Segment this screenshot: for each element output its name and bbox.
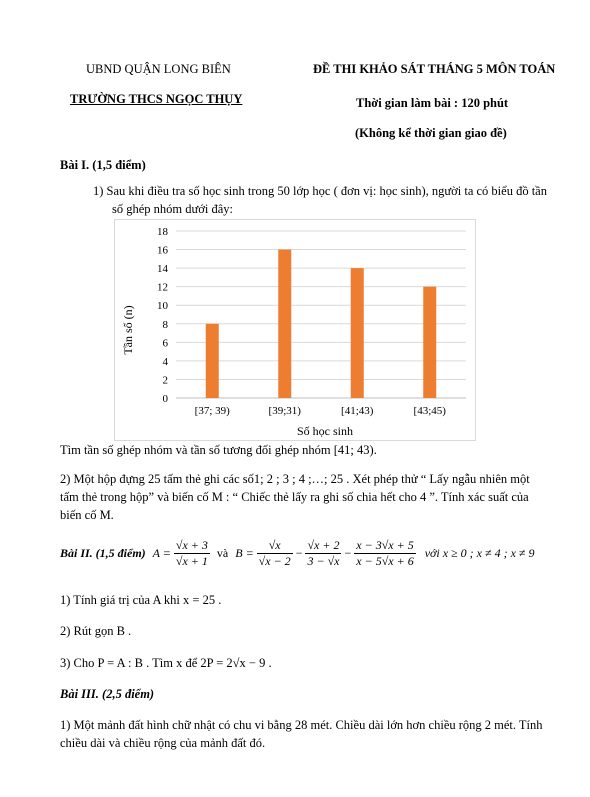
question-2-3: 3) Cho P = A : B . Tìm x để 2P = 2√x − 9 . [60,656,272,670]
y-tick-label: 6 [162,337,168,350]
x-axis-label: Số học sinh [296,424,354,438]
expr-B-term3-numerator: x − 3√x + 5 [356,538,414,552]
question-1-1-line2: số ghép nhóm dưới đây: [112,202,234,216]
expr-A-numerator: √x + 3 [175,538,208,552]
bar [351,268,364,398]
bar [206,324,219,398]
question-2-2: 2) Rút gọn B . [60,624,132,638]
conjunction-and: và [216,546,229,560]
x-tick-label: [37; 39) [194,405,230,417]
expr-B-term3 [354,538,415,569]
y-tick-label: 2 [162,374,168,387]
frequency-bar-chart [114,219,476,441]
question-1-2-line3: biến cố M. [60,508,114,522]
section-2-title: Bài II. (1,5 điểm) [60,546,146,560]
y-tick-label: 14 [157,263,168,276]
domain-condition: với x ≥ 0 ; x ≠ 4 ; x ≠ 9 [424,546,535,560]
exam-note: (Không kể thời gian giao đề) [355,126,507,140]
y-axis-label: Tần số (n) [121,305,135,355]
expr-B-term1-denominator: √x − 2 [258,554,291,568]
section-2-row [60,538,535,569]
question-3-1-line2: chiều dài và chiều rộng của mảnh đất đó. [60,736,266,750]
question-3-1-line1: 1) Một mảnh đất hình chữ nhật có chu vi bằng 28 mét. Chiều dài lớn hơn chiều rộng 2 mét. Tính [60,718,543,732]
expr-B-term1-numerator: √x [257,538,293,554]
section-1-title: Bài I. (1,5 điểm) [60,158,146,172]
question-1-1-ask: Tìm tần số ghép nhóm và tần số tương đối ghép nhóm [41; 43). [60,443,377,457]
question-1-2-line1: 2) Một hộp đựng 25 tấm thẻ ghi các số1; 2 ; 3 ; 4 ;…; 25 . Xét phép thử “ Lấy ngẫu nhiên một [60,472,530,486]
question-1-2-line2: tấm thẻ trong hộp” và biến cố M : “ Chiếc thẻ lấy ra ghi số chia hết cho 4 ”. Tính xác suất của [60,490,529,504]
y-tick-label: 4 [162,355,168,368]
expr-A-fraction [174,538,210,569]
expr-A-label: A = [152,546,171,560]
department-name: UBND QUẬN LONG BIÊN [86,62,231,76]
exam-title: ĐỀ THI KHẢO SÁT THÁNG 5 MÔN TOÁN [313,62,556,76]
expr-B-term3-denominator: x − 5√x + 6 [356,554,414,568]
section-3-title: Bài III. (2,5 điểm) [60,687,155,701]
x-tick-label: [41;43) [341,405,374,417]
exam-duration: Thời gian làm bài : 120 phút [356,96,509,110]
y-tick-label: 0 [162,393,168,405]
y-tick-label: 10 [157,300,168,313]
school-name: TRƯỜNG THCS NGỌC THỤY [70,92,243,106]
y-tick-label: 8 [162,318,168,331]
question-2-1: 1) Tính giá trị của A khi x = 25 . [60,593,222,607]
expr-B-term2-denominator: 3 − √x [307,554,340,568]
expr-B-term2-numerator: √x + 2 [307,538,340,552]
bar [278,250,291,398]
expr-B-term1 [257,538,293,569]
y-tick-label: 12 [157,281,168,294]
expr-A-denominator: √x + 1 [175,554,208,568]
minus-sign-2: − [344,546,352,560]
y-tick-label: 18 [157,226,168,238]
expr-B-term2 [305,538,341,569]
x-tick-label: [43;45) [413,405,446,417]
bar [423,287,436,398]
question-1-1-line1: 1) Sau khi điều tra số học sinh trong 50 lớp học ( đơn vị: học sinh), người ta có biểu đồ tần [93,184,547,198]
y-tick-label: 16 [157,244,168,257]
x-tick-label: [39;31) [268,405,301,417]
expr-B-label: B = [235,546,254,560]
minus-sign-1: − [295,546,303,560]
